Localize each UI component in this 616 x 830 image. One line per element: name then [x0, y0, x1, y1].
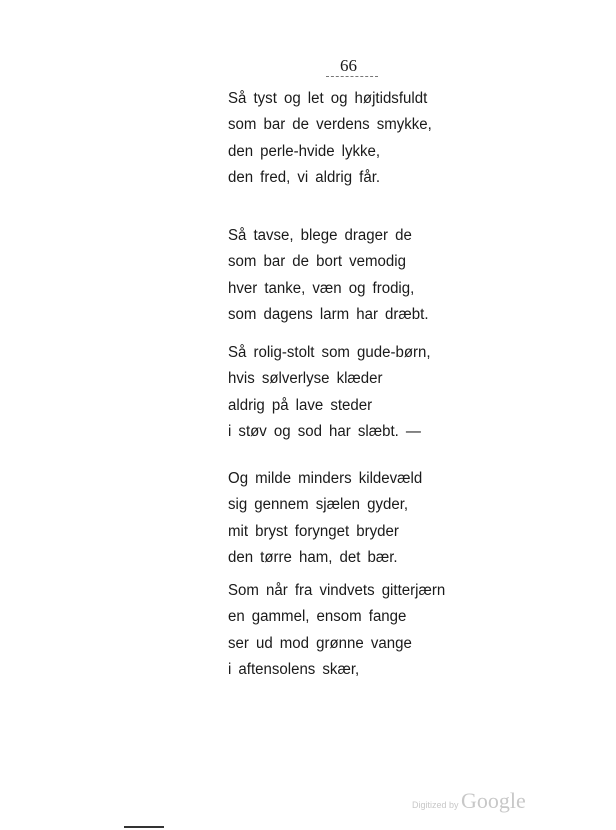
verse-line: hvis sølverlyse klæder: [228, 370, 383, 388]
verse-line: den tørre ham, det bær.: [228, 548, 398, 566]
verse-line: den perle-hvide lykke,: [228, 142, 381, 160]
watermark-brand: Google: [461, 788, 526, 813]
verse-line: som bar de verdens smykke,: [228, 116, 432, 134]
digitized-watermark: [412, 788, 526, 814]
verse-line: sig gennem sjælen gyder,: [228, 496, 409, 514]
verse-line: den fred, vi aldrig får.: [228, 168, 381, 186]
verse-line: i aftensolens skær,: [228, 660, 360, 678]
stanza-3: [228, 340, 431, 445]
verse-line: Så tyst og let og højtidsfuldt: [228, 90, 428, 107]
verse-line: en gammel, ensom fange: [228, 608, 407, 626]
stanza-4: [228, 466, 422, 571]
verse-line: ser ud mod grønne vange: [228, 634, 412, 652]
verse-line: Og milde minders kildevæld: [228, 470, 423, 487]
footer-mark: [124, 826, 164, 828]
verse-line: hver tanke, væn og frodig,: [228, 279, 415, 297]
verse-line: Så rolig-stolt som gude-børn,: [228, 344, 431, 361]
verse-line: som bar de bort vemodig: [228, 253, 406, 271]
verse-line: i støv og sod har slæbt. —: [228, 422, 421, 440]
verse-line: Som når fra vindvets gitterjærn: [228, 582, 446, 599]
verse-line: mit bryst forynget bryder: [228, 522, 399, 540]
verse-line: aldrig på lave steder: [228, 396, 373, 414]
stanza-5: [228, 578, 445, 683]
header-rule: [326, 76, 378, 77]
page-number: 66: [340, 56, 357, 75]
verse-line: Så tavse, blege drager de: [228, 227, 412, 244]
verse-line: som dagens larm har dræbt.: [228, 305, 429, 323]
stanza-2: [228, 223, 429, 328]
watermark-prefix: Digitized by: [412, 800, 459, 810]
stanza-1: [228, 86, 432, 191]
